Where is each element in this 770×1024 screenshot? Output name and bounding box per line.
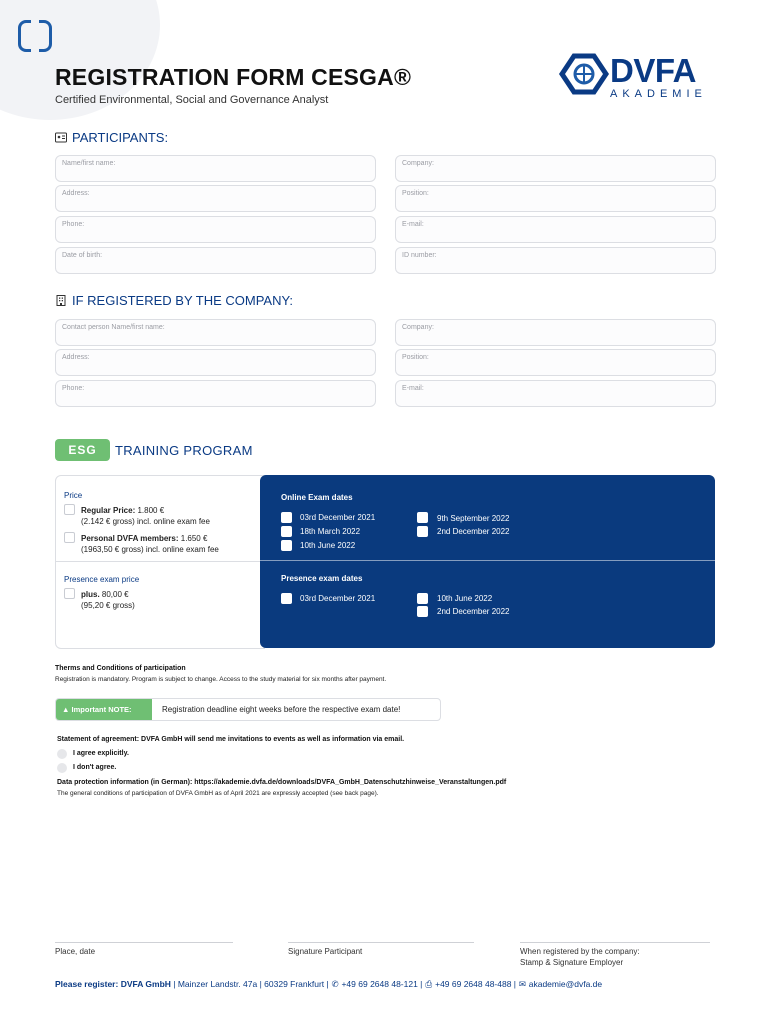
presence-date-label: 2nd December 2022 (437, 607, 510, 616)
important-note-text: Registration deadline eight weeks before the respective exam date! (162, 705, 401, 714)
date-of-birth-field[interactable]: Date of birth: (55, 247, 376, 274)
presence-date-checkbox[interactable] (281, 593, 292, 604)
employer-signature-line1: When registered by the company: (520, 947, 640, 956)
regular-price-value: 1.800 € (135, 506, 165, 515)
presence-price-box (55, 561, 265, 649)
online-date-label: 2nd December 2022 (437, 527, 510, 536)
email-field[interactable]: E-mail: (395, 216, 716, 243)
building-icon (55, 295, 67, 306)
id-number-field[interactable]: ID number: (395, 247, 716, 274)
presence-date-label: 10th June 2022 (437, 594, 493, 603)
member-price-value: 1.650 € (178, 534, 208, 543)
company-field[interactable]: Company: (395, 155, 716, 182)
presence-date-checkbox[interactable] (417, 593, 428, 604)
terms-text: Registration is mandatory. Program is subject to change. Access to the study material for six months after payment. (55, 676, 387, 683)
dvfa-logo (558, 48, 718, 104)
company-phone-field[interactable]: Phone: (55, 380, 376, 407)
online-date-checkbox[interactable] (417, 512, 428, 523)
participant-signature-line (288, 942, 474, 943)
footer-label: Please register: (55, 979, 119, 989)
phone-field[interactable]: Phone: (55, 216, 376, 243)
logo-text: DVFA (610, 52, 697, 89)
presence-price-option (81, 589, 129, 600)
employer-signature-line2: Stamp & Signature Employer (520, 958, 624, 967)
address-field[interactable]: Address: (55, 185, 376, 212)
page-title: REGISTRATION FORM CESGA® (55, 64, 412, 90)
price-box (55, 475, 265, 563)
company-email-field[interactable]: E-mail: (395, 380, 716, 407)
company-name-field[interactable]: Company: (395, 319, 716, 346)
disagree-radio[interactable] (57, 763, 67, 773)
terms-heading: Therms and Conditions of participation (55, 665, 186, 672)
footer-company: DVFA GmbH (120, 979, 171, 989)
presence-exam-label: Presence exam dates (281, 574, 363, 583)
footer-email[interactable]: akademie@dvfa.de (526, 979, 603, 989)
member-price-option (81, 533, 207, 544)
presence-price-name: plus. (81, 590, 100, 599)
panel-divider (260, 560, 715, 561)
important-note-label: Important NOTE: (71, 705, 132, 714)
company-position-field[interactable]: Position: (395, 349, 716, 376)
phone-icon: ✆ (331, 979, 339, 989)
member-price-detail: (1963,50 € gross) incl. online exam fee (81, 545, 219, 554)
company-heading-label: IF REGISTERED BY THE COMPANY: (72, 293, 294, 308)
place-date-label: Place, date (55, 947, 96, 956)
footer-phone[interactable]: +49 69 2648 48-121 | (339, 979, 425, 989)
id-card-icon (55, 132, 67, 143)
position-field[interactable]: Position: (395, 185, 716, 212)
important-note-badge (56, 699, 152, 720)
online-date-label: 9th September 2022 (437, 514, 510, 523)
online-date-checkbox[interactable] (281, 526, 292, 537)
mail-icon: ✉ (518, 979, 526, 989)
regular-price-detail: (2.142 € gross) incl. online exam fee (81, 517, 210, 526)
contact-person-field[interactable]: Contact person Name/first name: (55, 319, 376, 346)
footer-fax: +49 69 2648 48-488 | (432, 979, 519, 989)
footer-address: | Mainzer Landstr. 47a | 60329 Frankfurt | (170, 979, 332, 989)
presence-price-detail: (95,20 € gross) (81, 601, 135, 610)
printer-icon: ⎙ (425, 979, 433, 989)
participants-heading-label: PARTICIPANTS: (72, 130, 169, 145)
regular-price-name: Regular Price: (81, 506, 136, 515)
footer (55, 979, 602, 990)
price-label: Price (64, 491, 83, 500)
page-subtitle: Certified Environmental, Social and Governance Analyst (55, 94, 329, 106)
regular-price-checkbox[interactable] (64, 504, 75, 515)
agreement-statement: Statement of agreement: DVFA GmbH will send me invitations to events as well as information via email. (57, 736, 405, 743)
general-conditions: The general conditions of participation of DVFA GmbH as of April 2021 are expressly accepted (see back page). (57, 790, 379, 797)
agree-label: I agree explicitly. (73, 750, 129, 757)
online-date-checkbox[interactable] (281, 540, 292, 551)
training-title: TRAINING PROGRAM (115, 443, 253, 458)
participants-heading (55, 130, 168, 145)
warning-icon: ▲ (62, 705, 70, 714)
data-protection-info: Data protection information (in German): https://akademie.dvfa.de/downloads/DVFA_GmbH_Datenschutzhinweise_Veranstaltungen.pdf (57, 779, 507, 786)
place-date-line (55, 942, 233, 943)
participant-signature-label: Signature Participant (288, 947, 363, 956)
logo-mark-icon (558, 52, 610, 96)
online-date-label: 18th March 2022 (300, 527, 361, 536)
presence-date-checkbox[interactable] (417, 606, 428, 617)
bracket-icon (18, 20, 52, 52)
agree-radio[interactable] (57, 749, 67, 759)
name-field[interactable]: Name/first name: (55, 155, 376, 182)
online-date-label: 03rd December 2021 (300, 513, 376, 522)
member-price-name: Personal DVFA members: (81, 534, 179, 543)
exam-dates-panel (260, 475, 715, 648)
online-date-checkbox[interactable] (281, 512, 292, 523)
regular-price-option (81, 505, 164, 516)
online-date-label: 10th June 2022 (300, 541, 356, 550)
company-heading (55, 293, 293, 308)
employer-signature-line (520, 942, 710, 943)
presence-price-checkbox[interactable] (64, 588, 75, 599)
member-price-checkbox[interactable] (64, 532, 75, 543)
online-date-checkbox[interactable] (417, 526, 428, 537)
online-exam-label: Online Exam dates (281, 493, 353, 502)
presence-price-label: Presence exam price (64, 575, 140, 584)
presence-price-value: 80,00 € (99, 590, 129, 599)
esg-badge: ESG (55, 439, 110, 461)
company-address-field[interactable]: Address: (55, 349, 376, 376)
presence-date-label: 03rd December 2021 (300, 594, 376, 603)
disagree-label: I don't agree. (73, 764, 117, 771)
important-note (55, 698, 441, 721)
logo-subtext: AKADEMIE (610, 88, 707, 100)
